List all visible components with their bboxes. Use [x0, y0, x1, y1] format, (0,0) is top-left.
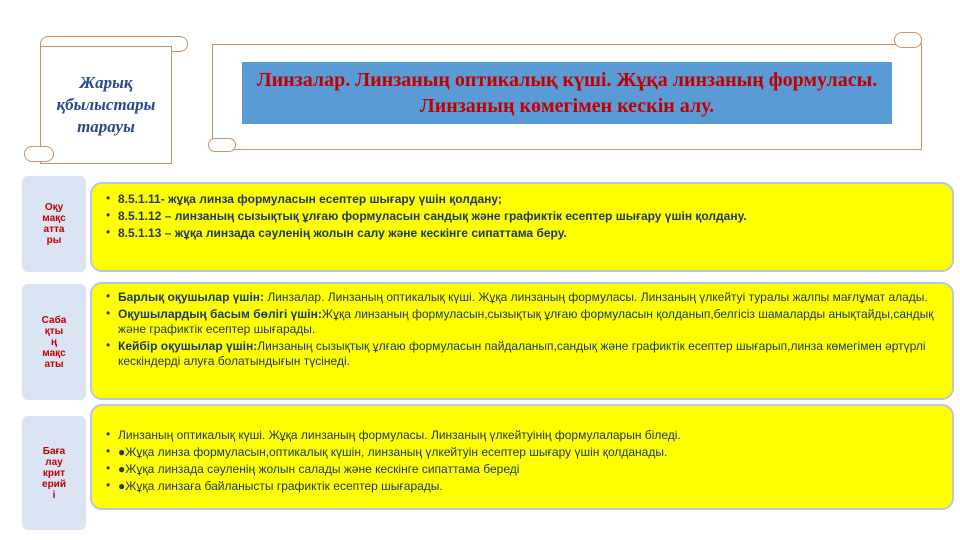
list-item: • Линзаның оптикалық күші. Жұқа линзаның формуласы. Линзаның үлкейтуінің формулаларын біледі. [106, 428, 940, 443]
title-scroll-top-roll [894, 32, 922, 48]
list-item: • 8.5.1.12 – линзаның сызықтық ұлғаю формуласын сандық және графиктік есептер шығару үшін қолдану. [106, 209, 940, 224]
list-item: • ●Жұқа линзада сәуленің жолын салады және кескінге сипаттама береді [106, 462, 940, 477]
list-item: • ●Жұқа линза формуласын,оптикалық күшін, линзаның үлкейтуін есептер шығару үшін қолданады. [106, 445, 940, 460]
scroll-bottom-roll [24, 146, 54, 162]
list-item: • Оқушылардың басым бөлігі үшін:Жұқа линзаның формуласын,сызықтық ұлғаю формуласын қолданып,белгісіз шамаларды анықтайды,сандық және графиктік есептер шығарады. [106, 307, 940, 337]
list-item: • 8.5.1.13 – жұқа линзада сәуленің жолын салу және кескінге сипаттама беру. [106, 226, 940, 241]
chapter-title: Жарық қбылыстары тарауы [56, 73, 156, 136]
row-label: Саба қты ң мақс аты [41, 314, 67, 370]
list-item: • 8.5.1.11- жұқа линза формуласын есептер шығару үшін қолдану; [106, 192, 940, 207]
title-scroll-bottom-roll [208, 138, 236, 152]
row-label-box [22, 416, 86, 530]
list-item: • Барлық оқушылар үшін: Линзалар. Линзаның оптикалық күші. Жұқа линзаның формуласы. Линзаның үлкейтуі туралы жалпы мағлұмат алады. [106, 290, 940, 305]
learning-objectives-box [90, 182, 954, 272]
lesson-title: Линзалар. Линзаның оптикалық күші. Жұқа линзаның формуласы. Линзаның көмегімен кескін алу. [256, 69, 878, 117]
chapter-scroll [40, 46, 172, 164]
lesson-objectives-box [90, 282, 954, 400]
list-item: • ●Жұқа линзаға байланысты графиктік есептер шығарады. [106, 479, 940, 494]
assessment-criteria-box [90, 404, 954, 510]
row-label: Оқу мақс атта ры [42, 202, 66, 246]
list-item: • Кейбір оқушылар үшін:Линзаның сызықтық ұлғаю формуласын пайдаланып,сандық және графиктік есептер шығарып,линза көмегімен әртүрлі кескіндерді алуға болатындығын түсінеді. [106, 339, 940, 369]
lesson-title-box [242, 62, 892, 124]
row-label-box [22, 284, 86, 400]
row-label-box [22, 176, 86, 272]
row-label: Баға лау крит ерий і [42, 445, 66, 501]
